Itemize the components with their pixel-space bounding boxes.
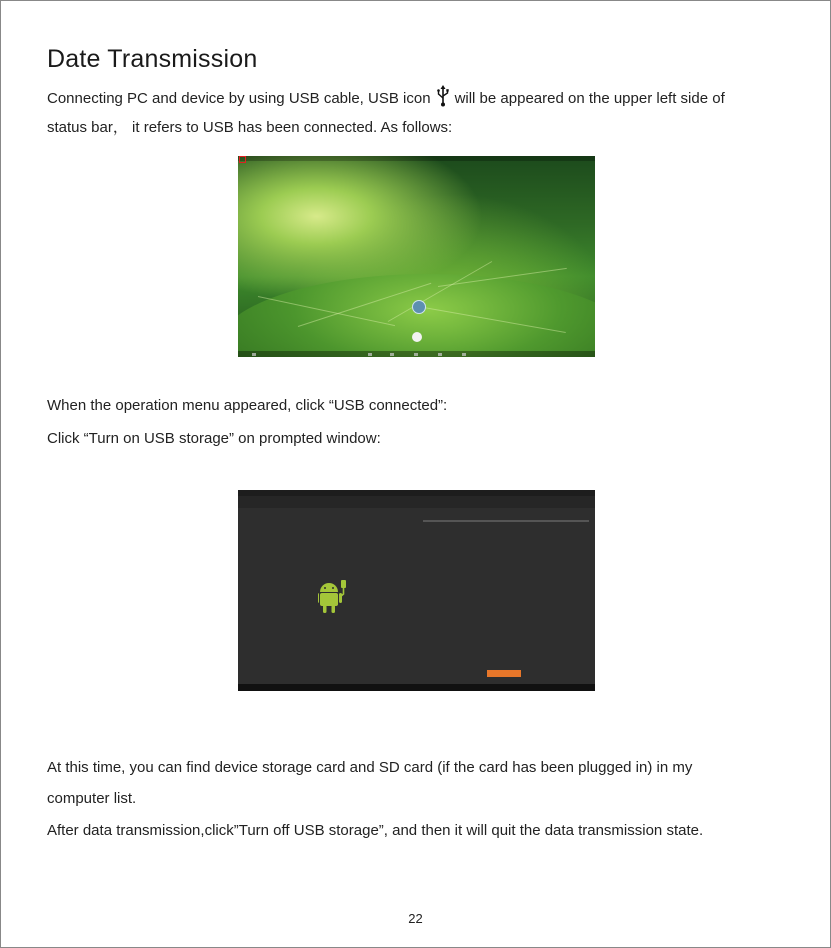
paragraph-4: After data transmission,click”Turn off USB storage”, and then it will quit the data transmission state.: [47, 822, 704, 839]
paragraph-3-line-1: At this time, you can find device storage card and SD card (if the card has been plugged in) in my: [47, 759, 693, 776]
page-title: Date Transmission: [47, 45, 258, 73]
usb-highlight-marker: [239, 156, 246, 163]
intro-line-2: status bar， it refers to USB has been connected. As follows:: [47, 119, 453, 136]
app-title-bar: [238, 496, 595, 508]
description-line: [423, 520, 589, 522]
paragraph-3-line-2: computer list.: [47, 790, 137, 807]
usb-icon: [437, 85, 449, 113]
app-icon: [412, 300, 426, 314]
intro-text-after-icon: will be appeared on the upper left side of: [454, 90, 725, 107]
step-1-text: When the operation menu appeared, click “USB connected”:: [47, 397, 448, 414]
intro-line-1: [47, 85, 725, 113]
android-robot-icon: [318, 580, 348, 619]
usb-storage-screenshot: [238, 490, 595, 691]
status-bar: [238, 156, 595, 161]
app-drawer-icon: [412, 332, 422, 342]
step-2-text: Click “Turn on USB storage” on prompted window:: [47, 430, 381, 447]
turn-on-usb-storage-button[interactable]: [487, 670, 521, 677]
home-screen-screenshot: [238, 156, 595, 357]
page-number: 22: [408, 911, 423, 926]
intro-text-before-icon: Connecting PC and device by using USB cable, USB icon: [47, 90, 431, 107]
navigation-bar: [238, 684, 595, 691]
